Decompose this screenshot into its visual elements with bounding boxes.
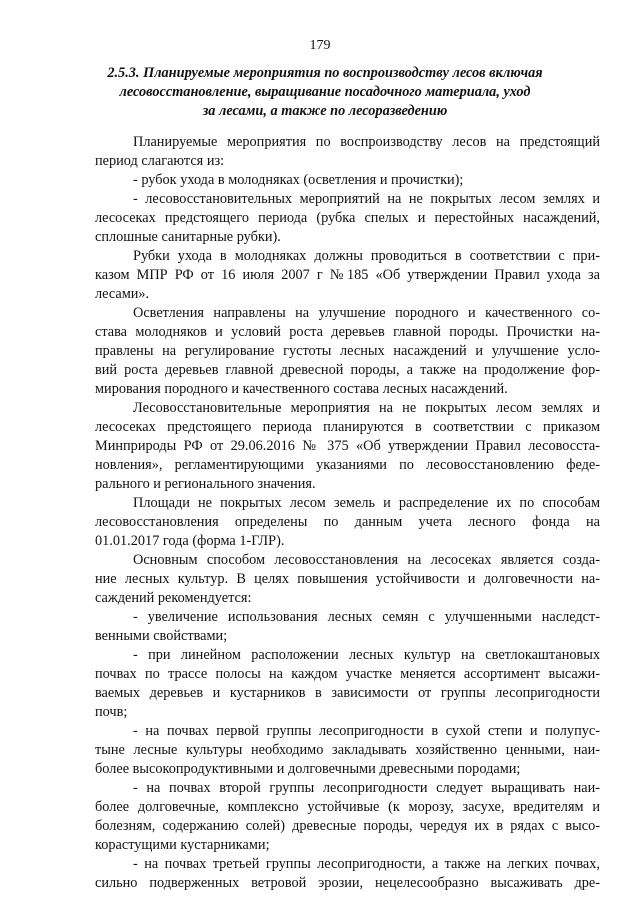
text-line: рального и регионального значения. <box>95 476 316 492</box>
text-line: лесосеках предстоящего периода планируются в соответствии с приказом <box>95 419 600 435</box>
text-line: - на почвах первой группы лесопригодности в сухой степи и полупус- <box>133 723 600 739</box>
heading-line: за лесами, а также по лесоразведению <box>202 103 448 119</box>
text-line: сильно подверженных ветровой эрозии, нецелесообразно высаживать дре- <box>95 875 600 891</box>
text-line: лесосеках предстоящего периода (рубка спелых и перестойных насаждений, <box>95 210 600 226</box>
text-line: Основным способом лесовосстановления на лесосеках является созда- <box>133 552 600 568</box>
text-line: ваемых деревьев и кустарников в зависимости от группы лесопригодности <box>95 685 600 701</box>
text-line: - рубок ухода в молодняках (осветления и прочистки); <box>133 172 464 188</box>
text-line: Лесовосстановительные мероприятия на не покрытых лесом землях и <box>133 400 600 416</box>
text-line: Рубки ухода в молодняках должны проводиться в соответствии с при- <box>133 248 600 264</box>
text-line: тыне лесные культуры необходимо закладывать хозяйственно ценными, наи- <box>95 742 600 758</box>
text-line: более долговечные, комплексно устойчивые (к морозу, засухе, вредителям и <box>95 799 600 815</box>
text-line: мирования породного и качественного состава лесных насаждений. <box>95 381 508 397</box>
text-line: новления», регламентирующими указаниями по лесовосстановлению феде- <box>95 457 600 473</box>
text-line: корастущими кустарниками; <box>95 837 270 853</box>
text-line: правлены на регулирование густоты лесных насаждений и улучшение усло- <box>95 343 600 359</box>
text-line: - лесовосстановительных мероприятий на не покрытых лесом землях и <box>133 191 600 207</box>
text-line: венными свойствами; <box>95 628 228 644</box>
text-line: более высокопродуктивными и долговечными древесными породами; <box>95 761 521 777</box>
text-line: период слагаются из: <box>95 153 225 169</box>
text-line: 01.01.2017 года (форма 1-ГЛР). <box>95 533 285 549</box>
heading-line: лесовосстановление, выращивание посадочного материала, уход <box>119 84 531 100</box>
text-line: Минприроды РФ от 29.06.2016 № 375 «Об утверждении Правил лесовосста- <box>95 438 600 454</box>
text-line: саждений рекомендуется: <box>95 590 252 606</box>
heading-line: 2.5.3. Планируемые мероприятия по воспроизводству лесов включая <box>107 65 543 81</box>
body-text <box>95 133 600 893</box>
text-line: става молодняков и условий роста деревьев главной породы. Прочистки на- <box>95 324 600 340</box>
text-line: - на почвах третьей группы лесопригодности, а также на легких почвах, <box>133 856 600 872</box>
text-line: - увеличение использования лесных семян с улучшенными наследст- <box>133 609 600 625</box>
text-line: вий роста деревьев главной древесной породы, а также на продолжение фор- <box>95 362 600 378</box>
section-heading <box>70 64 580 121</box>
text-line: - на почвах второй группы лесопригодности следует выращивать наи- <box>133 780 600 796</box>
text-line: лесами». <box>95 286 150 302</box>
text-line: Площади не покрытых лесом земель и распределение их по способам <box>133 495 600 511</box>
text-line: почв; <box>95 704 128 720</box>
text-line: почвах по трассе полосы на каждом участке меняется ассортимент высажи- <box>95 666 600 682</box>
text-line: ние лесных культур. В целях повышения устойчивости и долговечности на- <box>95 571 600 587</box>
text-line: болезням, содержанию солей) древесные породы, чередуя их в рядах с высо- <box>95 818 600 834</box>
page-number: 179 <box>309 38 331 53</box>
text-line: сплошные санитарные рубки). <box>95 229 281 245</box>
text-line: - при линейном расположении лесных культур на светлокаштановых <box>133 647 600 663</box>
text-line: Осветления направлены на улучшение породного и качественного со- <box>133 305 600 321</box>
text-line: Планируемые мероприятия по воспроизводству лесов на предстоящий <box>133 134 600 150</box>
text-line: лесовосстановления определены по данным учета лесного фонда на <box>95 514 600 530</box>
text-line: казом МПР РФ от 16 июля 2007 г №185 «Об утверждении Правил ухода за <box>95 267 600 283</box>
